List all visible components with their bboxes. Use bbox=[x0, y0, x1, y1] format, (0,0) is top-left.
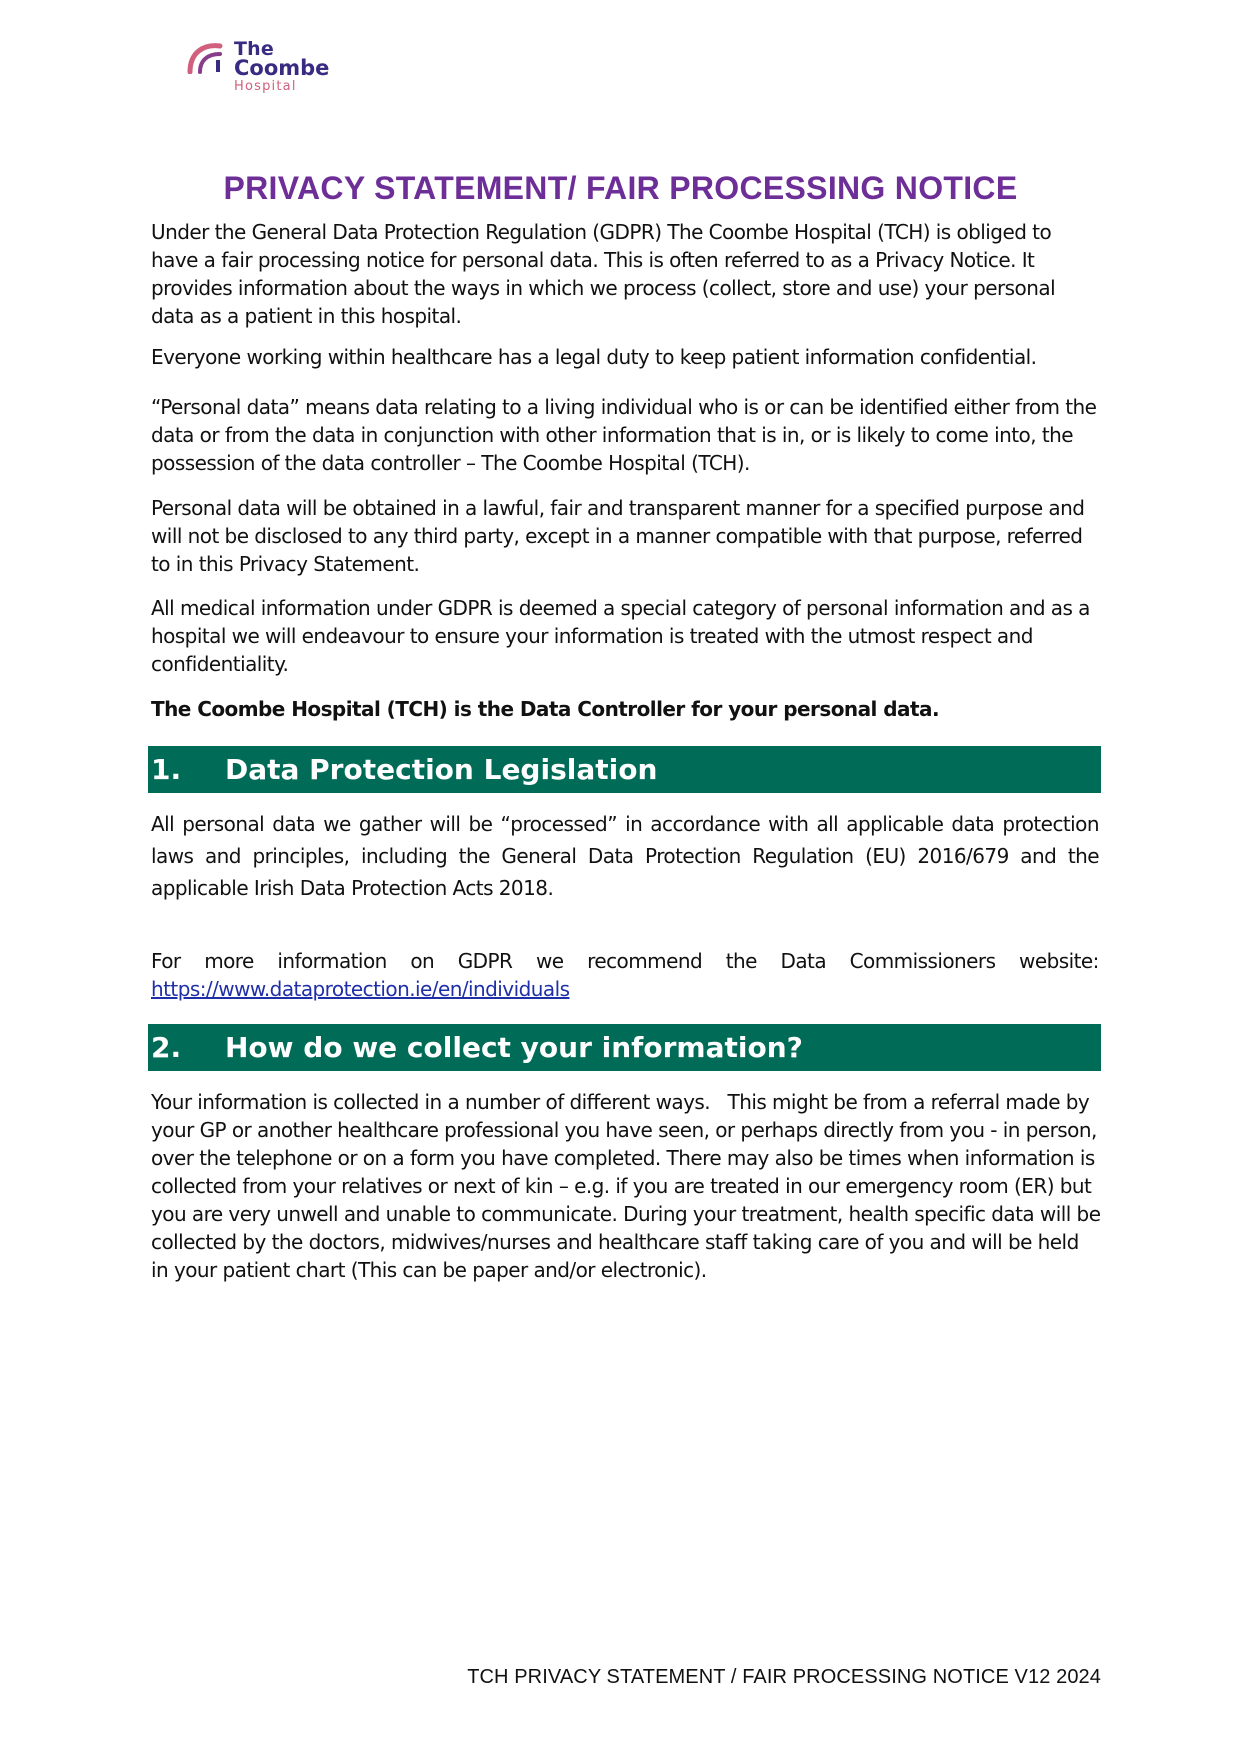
more-info-word: information bbox=[277, 949, 387, 973]
section-heading-2 bbox=[148, 1024, 1101, 1071]
more-info-word: Commissioners bbox=[849, 949, 996, 973]
more-info-word: more bbox=[204, 949, 254, 973]
data-protection-link[interactable]: https://www.dataprotection.ie/en/individuals bbox=[151, 977, 570, 1001]
more-info-word: Data bbox=[780, 949, 827, 973]
more-info-word: we bbox=[535, 949, 564, 973]
more-info-word: on bbox=[410, 949, 435, 973]
more-info-word: For bbox=[151, 949, 181, 973]
section-heading-1 bbox=[148, 746, 1101, 793]
intro-paragraph-lawful: Personal data will be obtained in a lawful, fair and transparent manner for a specified purpose and will not be disclosed to any third party, except in a manner compatible with that purpose, referred to in this Privacy Statement. bbox=[151, 496, 1085, 576]
intro-paragraph-gdpr: Under the General Data Protection Regulation (GDPR) The Coombe Hospital (TCH) is obliged to have a fair processing notice for personal data. This is often referred to as a Privacy Notice. It provides information about the ways in which we process (collect, store and use) your personal data as a patient in this hospital. bbox=[151, 220, 1056, 328]
more-info-paragraph bbox=[151, 947, 1099, 1003]
hospital-logo bbox=[186, 40, 346, 94]
more-info-word: recommend bbox=[587, 949, 703, 973]
coombe-arch-logo-icon bbox=[186, 42, 228, 74]
section-1-body: All personal data we gather will be “processed” in accordance with all applicable data protection laws and principles, including the General Data Protection Regulation (EU) 2016/679 and the applicable Irish Data Protection Acts 2018. bbox=[151, 812, 1099, 900]
section-number: 1. bbox=[151, 753, 182, 786]
logo-text-the: The bbox=[234, 38, 274, 60]
more-info-text bbox=[151, 947, 1099, 975]
section-heading-text: Data Protection Legislation bbox=[225, 753, 658, 786]
page-footer: TCH PRIVACY STATEMENT / FAIR PROCESSING NOTICE V12 2024 bbox=[467, 1666, 1101, 1688]
more-info-word: the bbox=[725, 949, 757, 973]
more-info-word: GDPR bbox=[457, 949, 513, 973]
controller-statement: The Coombe Hospital (TCH) is the Data Controller for your personal data. bbox=[151, 697, 939, 721]
logo-text-coombe: Coombe bbox=[234, 56, 330, 80]
section-number: 2. bbox=[151, 1031, 182, 1064]
page-title: PRIVACY STATEMENT/ FAIR PROCESSING NOTICE bbox=[223, 170, 1018, 206]
section-heading-text: How do we collect your information? bbox=[225, 1031, 803, 1064]
logo-text-hospital: Hospital bbox=[234, 79, 297, 94]
more-info-word: website: bbox=[1019, 949, 1099, 973]
intro-paragraph-duty: Everyone working within healthcare has a legal duty to keep patient information confidential. bbox=[151, 345, 1037, 369]
intro-paragraph-personal-data: “Personal data” means data relating to a living individual who is or can be identified either from the data or from the data in conjunction with other information that is in, or is likely to come into, the possession of the data controller – The Coombe Hospital (TCH). bbox=[151, 395, 1097, 475]
section-2-body: Your information is collected in a number of different ways. This might be from a referral made by your GP or another healthcare professional you have seen, or perhaps directly from you - in person, over the telephone or on a form you have completed. There may also be times when information is collected from your relatives or next of kin – e.g. if you are treated in our emergency room (ER) but you are very unwell and unable to communicate. During your treatment, health specific data will be collected by the doctors, midwives/nurses and healthcare staff taking care of you and will be held in your patient chart (This can be paper and/or electronic). bbox=[151, 1090, 1107, 1282]
intro-paragraph-medical: All medical information under GDPR is deemed a special category of personal information and as a hospital we will endeavour to ensure your information is treated with the utmost respect and confidentiality. bbox=[151, 596, 1090, 676]
